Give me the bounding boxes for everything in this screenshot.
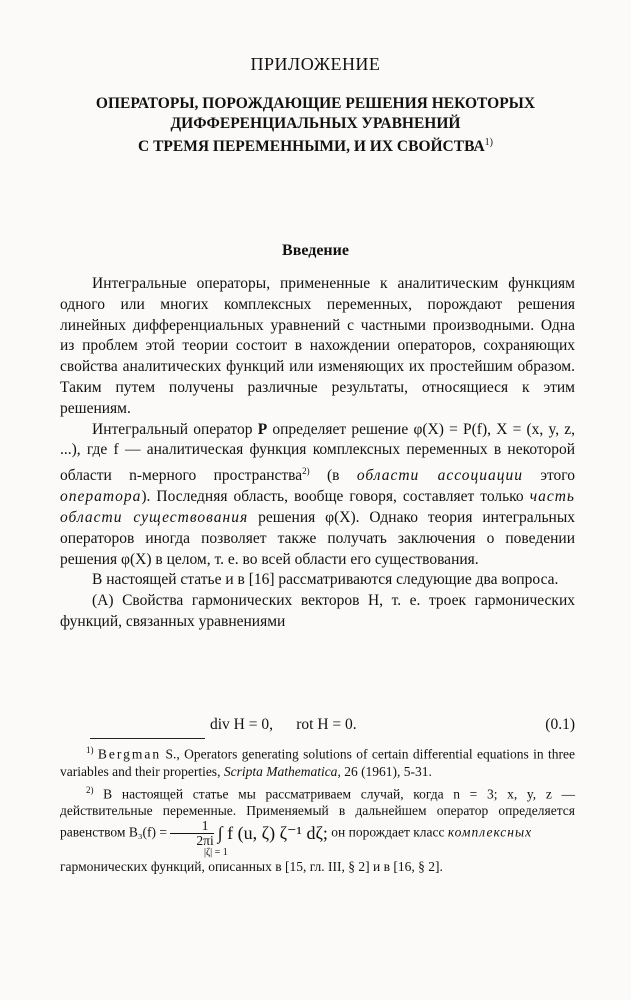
- footnote-2-mark-ref: 2): [302, 466, 310, 477]
- title-footnote-mark: 1): [484, 137, 493, 148]
- paragraph-1: Интегральные операторы, примененные к аналитическим функциям одного или многих комплексных переменных, порождают решения линейных дифференциальных уравнений с частными производными. Одна из проблем этой теории состоит в нахождении операторов, сохраняющих свойства аналитических функций или изменяющих их простейшим образом. Таким путем получены различные результаты, относящиеся к этим решениям.: [60, 275, 575, 417]
- paragraph-2: [60, 420, 575, 571]
- footnote-1-mark: 1): [86, 745, 94, 755]
- footnote-1-tail: , 26 (1961), 5-31.: [337, 763, 432, 779]
- footnote-divider: [90, 738, 205, 739]
- integral-condition: |ζ| = 1: [204, 847, 228, 858]
- footnote-2: [60, 782, 575, 876]
- article-title: [60, 94, 571, 157]
- fraction-numerator: 1: [170, 819, 213, 834]
- fraction: [170, 819, 213, 848]
- operator-p: P: [257, 420, 268, 438]
- equation-number: (0.1): [545, 716, 575, 733]
- footnote-2-text-b: он порождает класс: [331, 824, 445, 840]
- integral-expression: ∫ f (u, ζ) ζ⁻¹ dζ;: [217, 823, 328, 843]
- footnote-1-text: S., Operators generating solutions of certain differential equations in three variables and their properties,: [60, 746, 575, 779]
- appendix-heading: ПРИЛОЖЕНИЕ: [250, 54, 381, 74]
- p2-part-j: решения φ(X). Однако теория интегральных операторов иногда позволяет также получать заключения о поведении решения φ(X) в целом, т. е. во всей области его существования.: [60, 508, 575, 568]
- p2-part-b: определяет решение: [272, 420, 409, 438]
- body-text: [60, 274, 575, 633]
- equation-formula: div H = 0, rot H = 0.: [210, 716, 357, 733]
- term-association-area: области ассоциации: [356, 467, 523, 485]
- title-line-2: ДИФФЕРЕНЦИАЛЬНЫХ УРАВНЕНИЙ: [170, 114, 461, 132]
- footnote-1: [60, 742, 575, 780]
- footnote-1-author: Bergman: [97, 746, 162, 762]
- paragraph-3: В настоящей статье и в [16] рассматриваются следующие два вопроса.: [92, 571, 559, 589]
- footnotes: [60, 742, 575, 877]
- p2-part-c: φ(X) = P(f), X = (x, y, z, ...), где f — аналитическая функция комплексных переменных в некоторой области n-мерного пространства: [60, 420, 576, 485]
- footnote-2-mark: 2): [86, 784, 94, 795]
- title-line-1: ОПЕРАТОРЫ, ПОРОЖДАЮЩИЕ РЕШЕНИЯ НЕКОТОРЫХ: [95, 95, 536, 112]
- fraction-denominator: 2πi: [196, 833, 214, 848]
- paragraph-4: (А) Свойства гармонических векторов H, т. е. троек гармонических функций, связанных уравнениями: [60, 592, 575, 630]
- equation-0-1: [60, 716, 575, 738]
- p2-part-a: Интегральный оператор: [92, 420, 253, 438]
- p2-part-f: этого: [540, 467, 576, 485]
- p2-part-d: (в: [327, 467, 340, 485]
- term-operator: оператора: [60, 488, 142, 506]
- footnote-1-journal: Scripta Mathematica: [223, 763, 338, 779]
- title-line-3: [60, 133, 571, 157]
- footnote-2-text-d: гармонических функций, описанных в [15, гл. III, § 2] и в [16, § 2].: [60, 859, 443, 874]
- title-line-3-text: С ТРЕМЯ ПЕРЕМЕННЫМИ, И ИХ СВОЙСТВА: [138, 138, 485, 156]
- footnote-2-text-a: В настоящей статье мы рассматриваем случай, когда n = 3; x, y, z — действительные переменные. Применяемый в дальнейшем оператор определяется равенством B₃(f) =: [60, 786, 575, 840]
- section-heading: Введение: [282, 242, 349, 259]
- p2-part-h: ). Последняя область, вообще говоря, составляет только: [141, 488, 524, 506]
- term-existence-part: часть области существования: [60, 488, 575, 526]
- footnote-2-text-c: комплексных: [447, 824, 533, 840]
